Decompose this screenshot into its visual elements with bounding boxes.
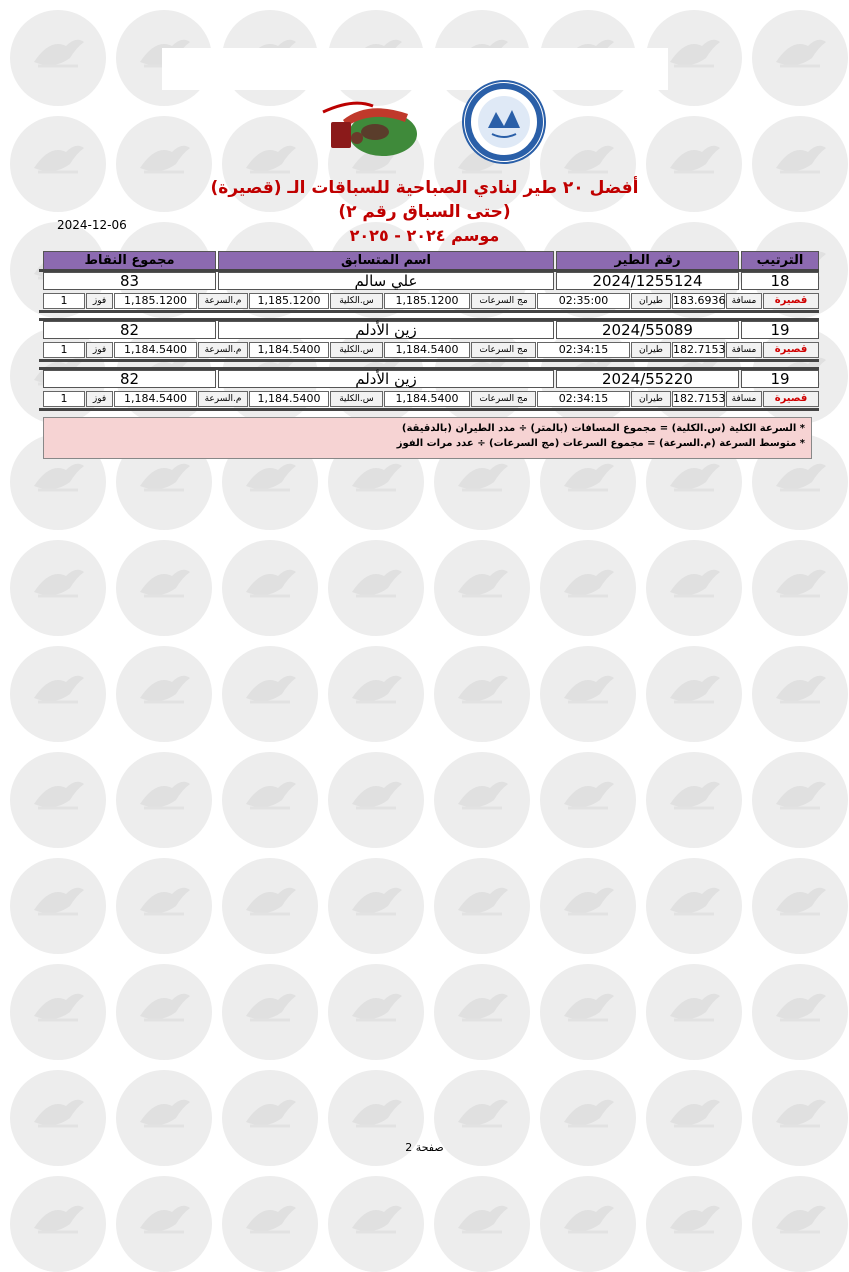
watermark-logo xyxy=(646,1176,742,1272)
row-separator xyxy=(39,310,819,313)
watermark-logo xyxy=(10,10,106,106)
page-title: أفضل ٢٠ طير لنادي الصباحية للسباقات الـ (قصيرة) xyxy=(210,178,639,198)
watermark-logo xyxy=(116,752,212,848)
watermark-logo xyxy=(646,858,742,954)
watermark-logo xyxy=(328,540,424,636)
watermark-logo xyxy=(540,752,636,848)
bird-number-cell: 2024/55220 xyxy=(556,370,739,388)
watermark-logo xyxy=(646,752,742,848)
flight-label: طيران xyxy=(631,391,671,407)
avg-speed-label: م.السرعة xyxy=(198,391,248,407)
watermark-logo xyxy=(328,1176,424,1272)
watermark-logo xyxy=(222,540,318,636)
avg-speed-value: 1,185.1200 xyxy=(114,293,197,309)
notes-box xyxy=(43,417,812,459)
watermark-logo xyxy=(116,964,212,1060)
sum-speeds-label: مج السرعات xyxy=(471,391,536,407)
watermark-logo xyxy=(646,964,742,1060)
sum-speeds-value: 1,184.5400 xyxy=(384,391,470,407)
watermark-logo xyxy=(116,646,212,742)
distance-label: مسافة xyxy=(726,293,762,309)
rank-cell: 19 xyxy=(741,370,819,388)
watermark-logo xyxy=(434,540,530,636)
watermark-logo xyxy=(222,1176,318,1272)
watermark-logo xyxy=(116,540,212,636)
sum-speeds-value: 1,185.1200 xyxy=(384,293,470,309)
watermark-logo xyxy=(328,858,424,954)
avg-speed-value: 1,184.5400 xyxy=(114,342,197,358)
distance-label: مسافة xyxy=(726,391,762,407)
watermark-logo xyxy=(434,646,530,742)
points-cell: 83 xyxy=(43,272,216,290)
race-type-label: قصيرة xyxy=(763,293,819,309)
watermark-logo xyxy=(10,646,106,742)
bird-number-cell: 2024/1255124 xyxy=(556,272,739,290)
watermark-logo xyxy=(434,752,530,848)
watermark-logo xyxy=(434,964,530,1060)
row-separator xyxy=(39,408,819,411)
watermark-logo xyxy=(540,540,636,636)
federation-logo xyxy=(462,80,546,164)
col-name-header: اسم المتسابق xyxy=(218,251,554,270)
flight-time-value: 02:34:15 xyxy=(537,391,630,407)
watermark-logo xyxy=(540,964,636,1060)
watermark-logo xyxy=(434,858,530,954)
col-points-header: مجموع النقاط xyxy=(43,251,216,270)
avg-speed-label: م.السرعة xyxy=(198,342,248,358)
total-speed-value: 1,184.5400 xyxy=(249,342,329,358)
watermark-logo xyxy=(328,646,424,742)
watermark-logo xyxy=(222,646,318,742)
competitor-name-cell: علي سالم xyxy=(218,272,554,290)
distance-value: 182.7153 xyxy=(673,392,726,405)
watermark-logo xyxy=(10,540,106,636)
avg-speed-value: 1,184.5400 xyxy=(114,391,197,407)
wins-label: فوز xyxy=(86,293,113,309)
total-speed-label: س.الكلية xyxy=(330,293,383,309)
col-rank-header: الترتيب xyxy=(741,251,819,270)
sum-speeds-label: مج السرعات xyxy=(471,293,536,309)
wins-label: فوز xyxy=(86,342,113,358)
wins-label: فوز xyxy=(86,391,113,407)
points-cell: 82 xyxy=(43,370,216,388)
total-speed-value: 1,184.5400 xyxy=(249,391,329,407)
watermark-logo xyxy=(646,646,742,742)
row-separator xyxy=(39,359,819,362)
sum-speeds-label: مج السرعات xyxy=(471,342,536,358)
flight-label: طيران xyxy=(631,293,671,309)
note-total-speed: * السرعة الكلية (س.الكلية) = مجموع المسافات (بالمتر) ÷ مدد الطيران (بالدقيقة) xyxy=(401,423,805,434)
distance-value: 182.7153 xyxy=(673,343,726,356)
watermark-logo xyxy=(116,1176,212,1272)
watermark-logo xyxy=(10,858,106,954)
watermark-logo xyxy=(10,1176,106,1272)
total-speed-value: 1,185.1200 xyxy=(249,293,329,309)
watermark-logo xyxy=(116,858,212,954)
watermark-logo xyxy=(222,858,318,954)
club-logo xyxy=(313,92,423,162)
report-date: 2024-12-06 xyxy=(57,218,127,232)
sum-speeds-value: 1,184.5400 xyxy=(384,342,470,358)
watermark-logo xyxy=(752,10,848,106)
watermark-logo xyxy=(222,964,318,1060)
race-type-label: قصيرة xyxy=(763,391,819,407)
watermark-logo xyxy=(10,752,106,848)
total-speed-label: س.الكلية xyxy=(330,342,383,358)
blank-banner xyxy=(162,48,668,90)
wins-value: 1 xyxy=(43,342,85,358)
watermark-logo xyxy=(328,752,424,848)
distance-value: 183.6936 xyxy=(673,294,726,307)
total-speed-label: س.الكلية xyxy=(330,391,383,407)
rank-cell: 19 xyxy=(741,321,819,339)
watermark-logo xyxy=(540,858,636,954)
note-average-speed: * متوسط السرعة (م.السرعة) = مجموع السرعات (مج السرعات) ÷ عدد مرات الفوز xyxy=(396,438,805,449)
bird-number-cell: 2024/55089 xyxy=(556,321,739,339)
points-cell: 82 xyxy=(43,321,216,339)
season-label: موسم ٢٠٢٤ - ٢٠٢٥ xyxy=(349,226,500,245)
distance-label: مسافة xyxy=(726,342,762,358)
rank-cell: 18 xyxy=(741,272,819,290)
watermark-logo xyxy=(752,646,848,742)
watermark-logo xyxy=(752,964,848,1060)
watermark-logo xyxy=(752,858,848,954)
competitor-name-cell: زين الأدلم xyxy=(218,321,554,339)
col-bird-header: رقم الطير xyxy=(556,251,739,270)
watermark-logo xyxy=(540,646,636,742)
watermark-logo xyxy=(328,964,424,1060)
flight-time-value: 02:35:00 xyxy=(537,293,630,309)
race-type-label: قصيرة xyxy=(763,342,819,358)
watermark-logo xyxy=(222,752,318,848)
flight-time-value: 02:34:15 xyxy=(537,342,630,358)
watermark-logo xyxy=(752,540,848,636)
flight-label: طيران xyxy=(631,342,671,358)
watermark-logo xyxy=(10,964,106,1060)
page-number: صفحة 2 xyxy=(405,1141,444,1154)
watermark-logo xyxy=(752,752,848,848)
wins-value: 1 xyxy=(43,293,85,309)
watermark-logo xyxy=(752,1176,848,1272)
avg-speed-label: م.السرعة xyxy=(198,293,248,309)
watermark-logo xyxy=(540,1176,636,1272)
wins-value: 1 xyxy=(43,391,85,407)
page-subtitle: (حتى السباق رقم ٢) xyxy=(338,202,511,222)
competitor-name-cell: زين الأدلم xyxy=(218,370,554,388)
watermark-logo xyxy=(646,540,742,636)
watermark-logo xyxy=(434,1176,530,1272)
